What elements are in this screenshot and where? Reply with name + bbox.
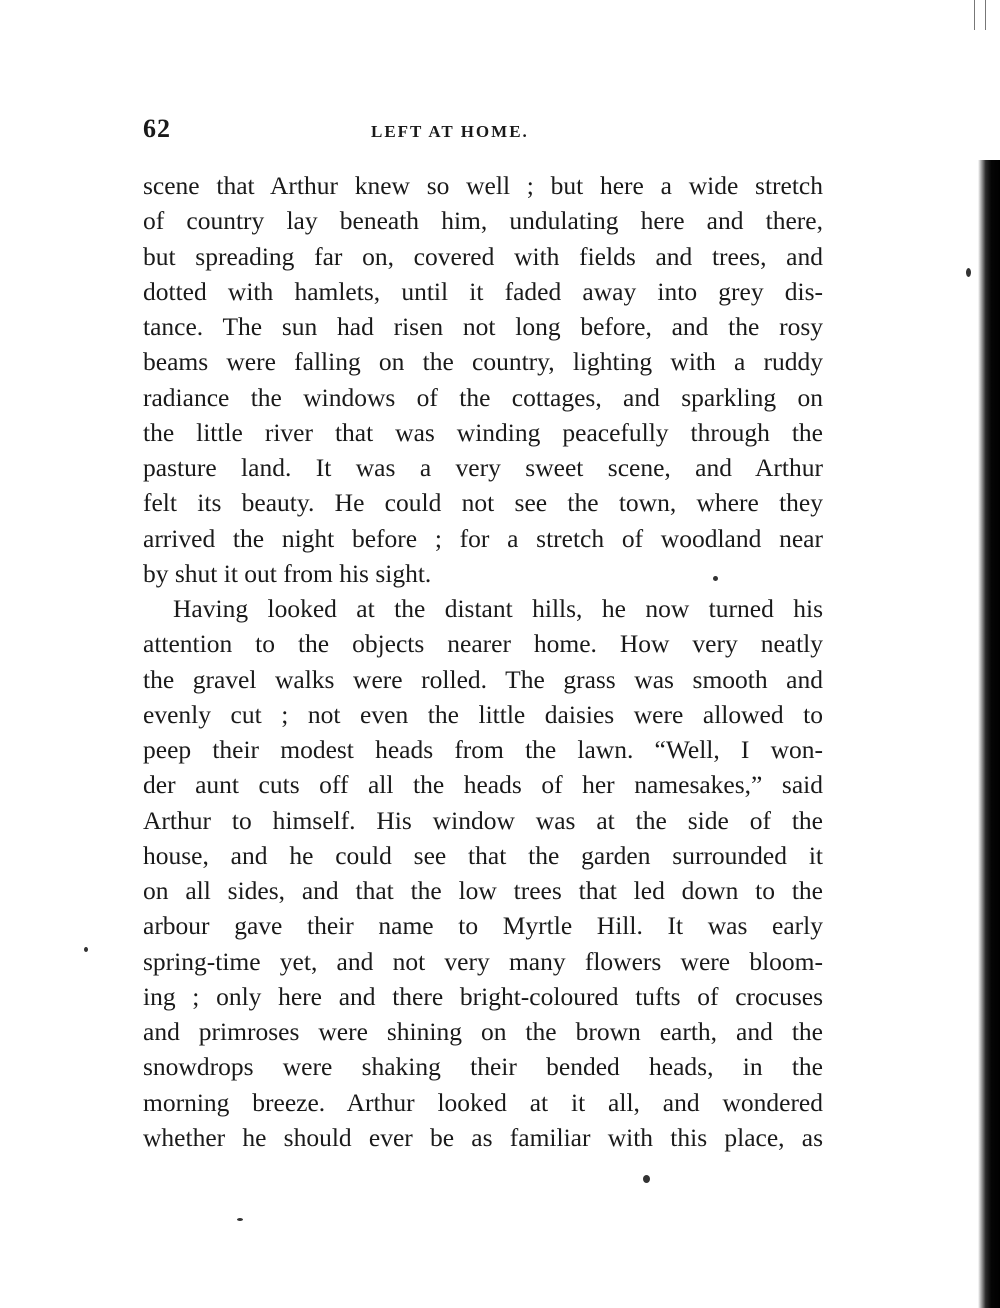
text-line: pasture land. It was a very sweet scene, and Arthur [143,453,823,482]
text-line: felt its beauty. He could not see the town, where they [143,488,823,518]
binding-shadow [978,160,1000,1308]
binding-mark [974,0,986,30]
text-line: Arthur to himself. His window was at the side of the [143,805,823,835]
ink-speck [966,268,971,277]
text-line: house, and he could see that the garden surrounded it [143,840,823,870]
text-line: dotted with hamlets, until it faded away into grey dis- [143,276,823,306]
text-line: arbour gave their name to Myrtle Hill. It was early [143,911,823,941]
text-line: ing ; only here and there bright-coloured tufts of crocuses [143,981,823,1011]
text-line: of country lay beneath him, undulating here and there, [143,206,823,236]
text-line: and primroses were shining on the brown earth, and the [143,1017,823,1046]
page-header [143,114,823,148]
body-text [143,168,823,1155]
text-line: der aunt cuts off all the heads of her namesakes,” said [143,770,823,800]
text-line: the little river that was winding peacefully through the [143,417,823,447]
text-line: scene that Arthur knew so well ; but here a wide stretch [143,171,823,200]
ink-speck [237,1218,243,1221]
text-line: beams were falling on the country, lighting with a ruddy [143,347,823,377]
text-line: the gravel walks were rolled. The grass was smooth and [143,664,823,694]
text-line: Having looked at the distant hills, he now turned his [173,594,823,623]
text-line: peep their modest heads from the lawn. “Well, I won- [143,735,823,764]
text-line: on all sides, and that the low trees that led down to the [143,876,823,905]
text-line: snowdrops were shaking their bended heads, in the [143,1052,823,1082]
text-line: but spreading far on, covered with fields and trees, and [143,241,823,271]
text-line: by shut it out from his sight. [143,558,432,588]
text-line: tance. The sun had risen not long before, and the rosy [143,312,823,341]
text-line: morning breeze. Arthur looked at it all, and wondered [143,1087,823,1117]
paragraph-1 [143,168,823,591]
ink-speck [713,576,718,581]
page-number: 62 [143,114,171,143]
ink-speck [643,1175,650,1183]
text-line: radiance the windows of the cottages, and sparkling on [143,382,823,412]
ink-speck [84,947,88,952]
text-line: spring-time yet, and not very many flowers were bloom- [143,946,823,976]
text-line: attention to the objects nearer home. How very neatly [143,629,823,659]
text-line: evenly cut ; not even the little daisies were allowed to [143,699,823,729]
paragraph-2 [143,591,823,1155]
text-line: arrived the night before ; for a stretch of woodland near [143,523,823,553]
running-head: LEFT AT HOME. [371,122,529,141]
text-line: whether he should ever be as familiar with this place, as [143,1122,823,1152]
